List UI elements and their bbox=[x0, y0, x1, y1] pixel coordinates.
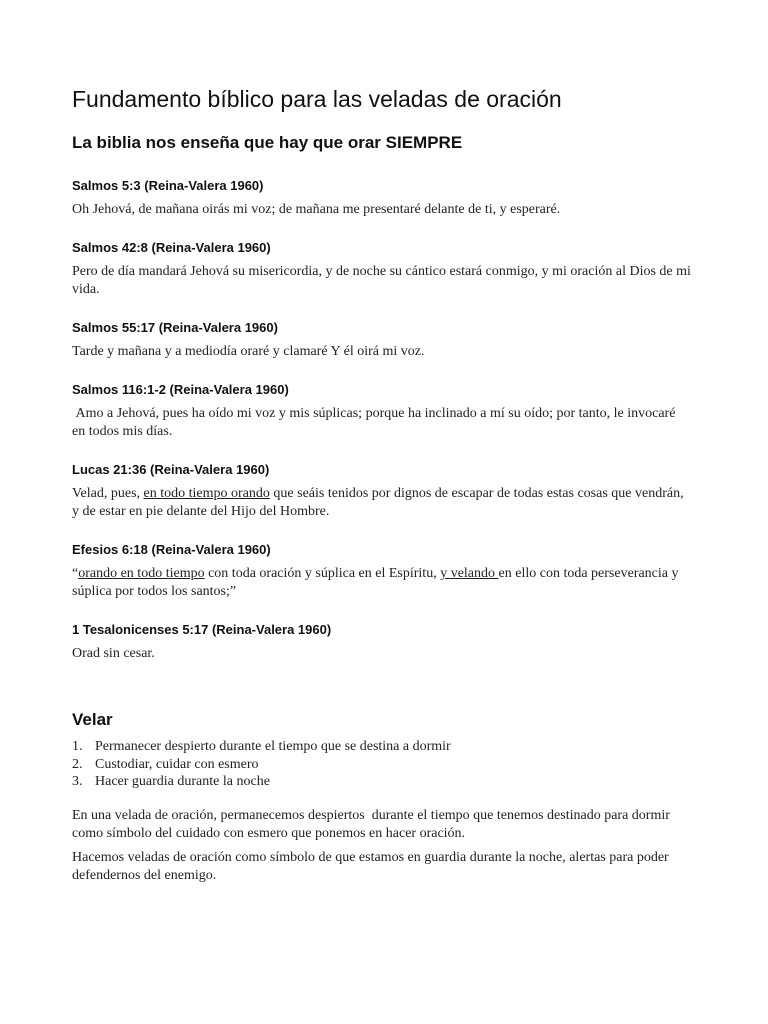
passage-reference: Salmos 5:3 (Reina-Valera 1960) bbox=[72, 178, 264, 193]
passage-text-segment: Velad, pues, bbox=[72, 486, 144, 501]
list-number: 3. bbox=[72, 774, 83, 789]
section-heading-velar: Velar bbox=[72, 710, 113, 729]
page-subtitle: La biblia nos enseña que hay que orar SIEMPRE bbox=[72, 133, 463, 152]
passage-text: Tarde y mañana y a mediodía oraré y clamaré Y él oirá mi voz. bbox=[72, 344, 425, 359]
list-text: Hacer guardia durante la noche bbox=[95, 774, 270, 789]
passage-text bbox=[72, 565, 692, 601]
passage-text-segment: “ bbox=[72, 566, 79, 581]
list-text: Permanecer despierto durante el tiempo que se destina a dormir bbox=[95, 739, 451, 754]
passage-text: Oh Jehová, de mañana oirás mi voz; de mañana me presentaré delante de ti, y esperaré. bbox=[72, 202, 561, 217]
body-paragraph: Hacemos veladas de oración como símbolo de que estamos en guardia durante la noche, alertas para poder defendernos del enemigo. bbox=[72, 850, 669, 883]
passage-text-segment: que seáis tenidos por dignos de escapar de todas estas cosas que vendrán, y de estar en pie delante del Hijo del Hombre. bbox=[72, 486, 684, 519]
underlined-phrase: en todo tiempo orando bbox=[143, 486, 270, 501]
definition-list bbox=[50, 738, 451, 791]
passage-reference: Efesios 6:18 (Reina-Valera 1960) bbox=[72, 542, 271, 557]
passage-reference: 1 Tesalonicenses 5:17 (Reina-Valera 1960) bbox=[72, 622, 332, 637]
list-number: 1. bbox=[72, 739, 83, 754]
passage-reference: Salmos 42:8 (Reina-Valera 1960) bbox=[72, 240, 271, 255]
underlined-phrase: y velando bbox=[440, 566, 499, 581]
passage-reference: Salmos 116:1-2 (Reina-Valera 1960) bbox=[72, 382, 289, 397]
passage-text: Pero de día mandará Jehová su misericordia, y de noche su cántico estará conmigo, y mi oración al Dios de mi vida. bbox=[72, 264, 691, 297]
list-number: 2. bbox=[72, 756, 83, 772]
list-item bbox=[50, 773, 451, 791]
passage-text: Amo a Jehová, pues ha oído mi voz y mis súplicas; porque ha inclinado a mí su oído; por tanto, le invocaré en todos mis días. bbox=[72, 406, 679, 439]
passage-text: Orad sin cesar. bbox=[72, 646, 155, 661]
list-text: Custodiar, cuidar con esmero bbox=[95, 756, 259, 772]
page-title: Fundamento bíblico para las veladas de oración bbox=[72, 86, 562, 112]
underlined-phrase: orando en todo tiempo bbox=[78, 566, 205, 581]
passage-text bbox=[72, 485, 692, 521]
body-paragraph: En una velada de oración, permanecemos despiertos durante el tiempo que tenemos destinado para dormir como símbolo del cuidado con esmero que ponemos en hacer oración. bbox=[72, 808, 674, 841]
list-item bbox=[50, 738, 451, 756]
list-item bbox=[50, 756, 451, 774]
passage-text-segment: con toda oración y súplica en el Espíritu, bbox=[204, 566, 441, 581]
passage-reference: Salmos 55:17 (Reina-Valera 1960) bbox=[72, 320, 278, 335]
passage-text-segment: en ello con toda perseverancia y súplica por todos los santos;” bbox=[72, 566, 679, 599]
passage-reference: Lucas 21:36 (Reina-Valera 1960) bbox=[72, 462, 270, 477]
